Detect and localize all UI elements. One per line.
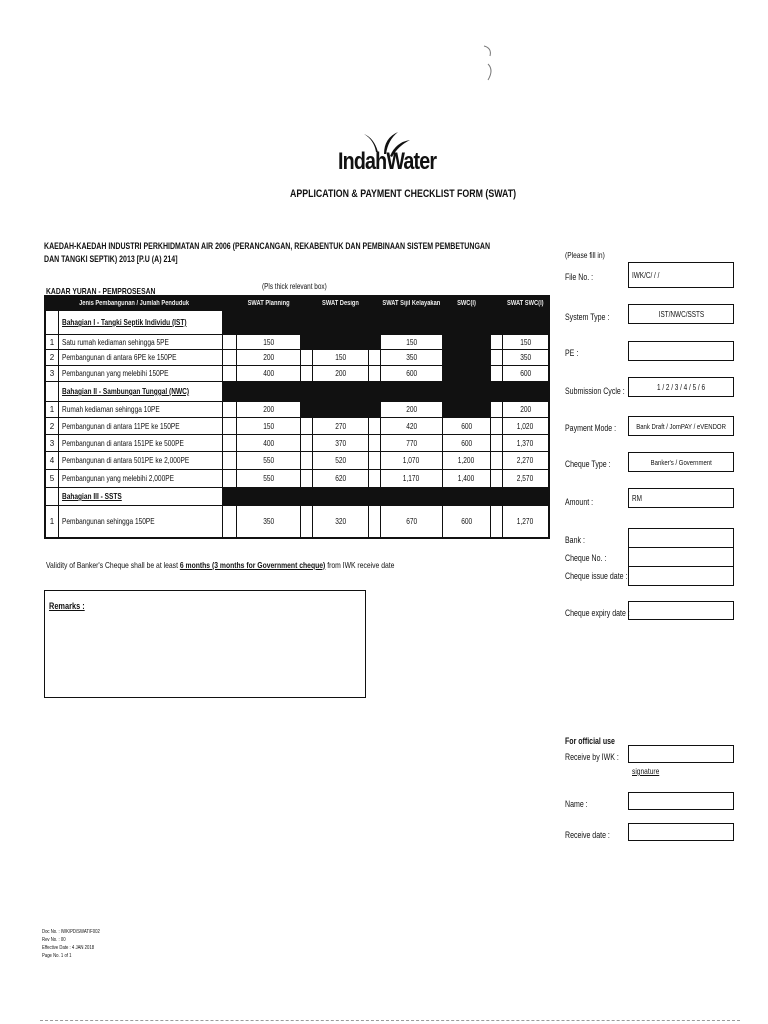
table-row xyxy=(46,435,548,452)
value-cell: 600 xyxy=(442,506,490,537)
checkbox-cell[interactable] xyxy=(368,506,380,537)
checkbox-cell[interactable] xyxy=(490,435,502,451)
header-cell: SWAT Design xyxy=(312,297,368,310)
amount-value: RM xyxy=(632,493,642,503)
cheque-no-label: Cheque No. : xyxy=(565,553,607,563)
cheque-type-field[interactable] xyxy=(628,452,734,472)
validity-period: 6 months (3 months for Government cheque) xyxy=(179,560,326,570)
number-cell: 4 xyxy=(49,456,55,465)
fill-in-note: (Please fill in) xyxy=(565,250,605,260)
value-cell: 2,570 xyxy=(502,470,548,487)
regulation-line-1: KAEDAH-KAEDAH INDUSTRI PERKHIDMATAN AIR 2006 (PERANCANGAN, REKABENTUK DAN PEMBINAAN SISTEM PEMBETUNGAN xyxy=(44,241,491,251)
value-cell: 150 xyxy=(312,350,368,365)
checkbox-cell[interactable] xyxy=(222,402,236,417)
value-cell: 1,070 xyxy=(380,452,442,469)
pe-field[interactable] xyxy=(628,341,734,361)
cheque-validity-note xyxy=(46,560,394,570)
number-cell: 5 xyxy=(49,474,55,483)
cheque-issue-date-field[interactable] xyxy=(628,567,734,586)
checkbox-cell[interactable] xyxy=(222,506,236,537)
description-cell: Pembangunan di antara 151PE ke 500PE xyxy=(58,435,222,451)
section-title-cell: Bahagian II - Sambungan Tunggal (NWC) xyxy=(58,382,222,401)
checkbox-cell[interactable] xyxy=(222,470,236,487)
checkbox-cell[interactable] xyxy=(300,435,312,451)
cheque-expiry-date-field[interactable] xyxy=(628,601,734,620)
checkbox-cell[interactable] xyxy=(368,452,380,469)
bank-label: Bank : xyxy=(565,535,585,545)
payment-mode-value: Bank Draft / JomPAY / eVENDOR xyxy=(636,421,726,431)
checkbox-cell[interactable] xyxy=(490,402,502,417)
remarks-label: Remarks : xyxy=(49,601,85,611)
file-no-value: IWK/C/ / / xyxy=(632,270,660,280)
description-cell: Satu rumah kediaman sehingga 5PE xyxy=(58,335,222,349)
value-cell: 670 xyxy=(380,506,442,537)
checkbox-cell[interactable] xyxy=(490,452,502,469)
received-by-label: Receive by IWK : xyxy=(565,752,619,762)
checkbox-cell[interactable] xyxy=(368,418,380,434)
checkbox-cell[interactable] xyxy=(222,366,236,381)
header-cell: SWC(I) xyxy=(442,297,490,310)
number-cell: 2 xyxy=(49,421,55,431)
value-cell: 1,170 xyxy=(380,470,442,487)
number-cell: 1 xyxy=(49,405,55,414)
number-cell: 1 xyxy=(49,337,55,347)
value-cell: 1,400 xyxy=(442,470,490,487)
description-cell: Pembangunan yang melebihi 150PE xyxy=(58,366,222,381)
value-cell: 620 xyxy=(312,470,368,487)
value-cell: 550 xyxy=(236,470,300,487)
pe-label: PE : xyxy=(565,348,579,358)
doc-no: Doc No. : IWK/PD/SWAT/F002 xyxy=(42,929,100,935)
system-type-field[interactable] xyxy=(628,304,734,324)
checkbox-column-header xyxy=(222,297,236,310)
dark-fill xyxy=(222,488,548,505)
validity-prefix: Validity of Banker's Cheque shall be at least xyxy=(46,560,180,570)
checkbox-column-header xyxy=(300,297,312,310)
payment-mode-field[interactable] xyxy=(628,416,734,436)
value-cell: 1,020 xyxy=(502,418,548,434)
form-title: APPLICATION & PAYMENT CHECKLIST FORM (SWAT) xyxy=(290,188,517,200)
submission-cycle-field[interactable] xyxy=(628,377,734,397)
section-row xyxy=(46,382,548,402)
fee-table-header xyxy=(46,297,548,311)
table-row xyxy=(46,402,548,418)
checkbox-cell[interactable] xyxy=(368,350,380,365)
value-cell: 150 xyxy=(236,335,300,349)
bank-field[interactable] xyxy=(628,528,734,548)
header-cell: SWAT SWC(I) xyxy=(502,297,548,310)
dark-fill xyxy=(442,402,490,417)
value-cell: 770 xyxy=(380,435,442,451)
number-cell xyxy=(46,382,58,401)
regulation-line-2: DAN TANGKI SEPTIK) 2013 [P.U (A) 214] xyxy=(44,254,178,264)
submission-cycle-value: 1 / 2 / 3 / 4 / 5 / 6 xyxy=(656,382,706,392)
value-cell: 520 xyxy=(312,452,368,469)
checkbox-cell[interactable] xyxy=(300,366,312,381)
cheque-issue-date-label: Cheque issue date : xyxy=(565,571,628,581)
checkbox-cell[interactable] xyxy=(300,418,312,434)
dark-fill xyxy=(300,402,380,417)
description-cell: Pembangunan di antara 501PE ke 2,000PE xyxy=(58,452,222,469)
rev-no: Rev No. : 00 xyxy=(42,937,66,943)
value-cell: 150 xyxy=(380,335,442,349)
checkbox-cell[interactable] xyxy=(490,335,502,349)
number-cell: 1 xyxy=(49,517,55,526)
value-cell: 1,370 xyxy=(502,435,548,451)
number-cell xyxy=(46,488,58,505)
description-cell: Rumah kediaman sehingga 10PE xyxy=(58,402,222,417)
checkbox-cell[interactable] xyxy=(300,470,312,487)
fee-table-title: KADAR YURAN - PEMPROSESAN xyxy=(46,286,156,296)
number-cell: 2 xyxy=(49,353,55,362)
value-cell: 400 xyxy=(236,435,300,451)
table-row xyxy=(46,335,548,350)
payment-mode-label: Payment Mode : xyxy=(565,423,617,433)
value-cell: 600 xyxy=(442,418,490,434)
page-number: Page No. 1 of 1 xyxy=(42,953,72,959)
checkbox-cell[interactable] xyxy=(490,418,502,434)
value-cell: 350 xyxy=(380,350,442,365)
checkbox-cell[interactable] xyxy=(490,506,502,537)
checkbox-cell[interactable] xyxy=(300,350,312,365)
cheque-type-label: Cheque Type : xyxy=(565,459,611,469)
checkbox-cell[interactable] xyxy=(490,470,502,487)
section-title-cell: Bahagian III - SSTS xyxy=(58,488,222,505)
value-cell: 420 xyxy=(380,418,442,434)
dark-fill xyxy=(222,382,548,401)
checkbox-cell[interactable] xyxy=(300,452,312,469)
value-cell: 370 xyxy=(312,435,368,451)
value-cell: 1,200 xyxy=(442,452,490,469)
number-cell: 3 xyxy=(49,369,55,378)
value-cell: 200 xyxy=(236,350,300,365)
description-cell: Pembangunan yang melebihi 2,000PE xyxy=(58,470,222,487)
value-cell: 600 xyxy=(502,366,548,381)
value-cell: 600 xyxy=(380,366,442,381)
remarks-box[interactable] xyxy=(44,590,366,698)
header-cell: SWAT Sijil Kelayakan xyxy=(380,297,442,310)
table-row xyxy=(46,452,548,470)
checkbox-cell[interactable] xyxy=(490,350,502,365)
system-type-value: IST/NWC/SSTS xyxy=(658,309,704,319)
value-cell: 270 xyxy=(312,418,368,434)
description-cell: Pembangunan sehingga 150PE xyxy=(58,506,222,537)
checkbox-cell[interactable] xyxy=(300,506,312,537)
section-row xyxy=(46,488,548,506)
dark-fill xyxy=(442,366,490,381)
cheque-type-value: Banker's / Government xyxy=(650,457,712,467)
signature-label: signature xyxy=(632,766,660,776)
value-cell: 200 xyxy=(236,402,300,417)
document-footer xyxy=(42,928,100,960)
scan-edge-line xyxy=(40,1020,740,1021)
value-cell: 320 xyxy=(312,506,368,537)
description-cell: Pembangunan di antara 6PE ke 150PE xyxy=(58,350,222,365)
checkbox-column-header xyxy=(368,297,380,310)
checkbox-cell[interactable] xyxy=(222,335,236,349)
value-cell: 550 xyxy=(236,452,300,469)
checkbox-cell[interactable] xyxy=(368,470,380,487)
value-cell: 350 xyxy=(236,506,300,537)
file-no-field[interactable] xyxy=(628,262,734,288)
value-cell: 200 xyxy=(380,402,442,417)
regulation-title xyxy=(44,240,490,266)
amount-label: Amount : xyxy=(565,497,594,507)
value-cell: 400 xyxy=(236,366,300,381)
value-cell: 2,270 xyxy=(502,452,548,469)
value-cell: 200 xyxy=(502,402,548,417)
table-row xyxy=(46,418,548,435)
receive-date-field[interactable] xyxy=(628,823,734,841)
fee-table-note: (Pls thick relevant box) xyxy=(262,282,327,291)
value-cell: 150 xyxy=(502,335,548,349)
signature-field[interactable] xyxy=(628,745,734,763)
system-type-label: System Type : xyxy=(565,312,610,322)
indah-water-logo xyxy=(300,130,450,180)
value-cell: 600 xyxy=(442,435,490,451)
checkbox-cell[interactable] xyxy=(222,418,236,434)
file-no-label: File No. : xyxy=(565,272,594,282)
dark-fill xyxy=(442,335,490,349)
validity-suffix: from IWK receive date xyxy=(325,560,395,570)
submission-cycle-label: Submission Cycle : xyxy=(565,386,625,396)
checkbox-cell[interactable] xyxy=(490,366,502,381)
logo-text: IndahWater xyxy=(338,148,437,175)
section-row xyxy=(46,311,548,335)
official-use-title: For official use xyxy=(565,736,615,746)
number-cell xyxy=(46,311,58,334)
cheque-expiry-date-label: Cheque expiry date : xyxy=(565,608,630,618)
value-cell: 350 xyxy=(502,350,548,365)
receive-date-label: Receive date : xyxy=(565,830,610,840)
header-cell: Jenis Pembangunan / Jumlah Penduduk xyxy=(46,297,222,310)
table-row xyxy=(46,506,548,537)
checkbox-cell[interactable] xyxy=(222,452,236,469)
dark-fill xyxy=(300,335,380,349)
effective-date: Effective Date : 4 JAN 2018 xyxy=(42,945,95,951)
value-cell: 150 xyxy=(236,418,300,434)
table-row xyxy=(46,350,548,366)
checkbox-cell[interactable] xyxy=(368,366,380,381)
fee-table xyxy=(44,295,550,539)
description-cell: Pembangunan di antara 11PE ke 150PE xyxy=(58,418,222,434)
checkbox-column-header xyxy=(490,297,502,310)
table-row xyxy=(46,470,548,488)
dark-fill xyxy=(222,311,548,334)
dark-fill xyxy=(442,350,490,365)
checkbox-cell[interactable] xyxy=(368,435,380,451)
amount-field[interactable] xyxy=(628,488,734,508)
name-field[interactable] xyxy=(628,792,734,810)
name-label: Name : xyxy=(565,799,588,809)
value-cell: 200 xyxy=(312,366,368,381)
punch-hole-mark xyxy=(482,44,496,82)
cheque-no-field[interactable] xyxy=(628,548,734,567)
value-cell: 1,270 xyxy=(502,506,548,537)
section-title-cell: Bahagian I - Tangki Septik Individu (IST) xyxy=(58,311,222,334)
table-row xyxy=(46,366,548,382)
header-cell: SWAT Planning xyxy=(236,297,300,310)
number-cell: 3 xyxy=(49,438,55,448)
checkbox-cell[interactable] xyxy=(222,435,236,451)
checkbox-cell[interactable] xyxy=(222,350,236,365)
